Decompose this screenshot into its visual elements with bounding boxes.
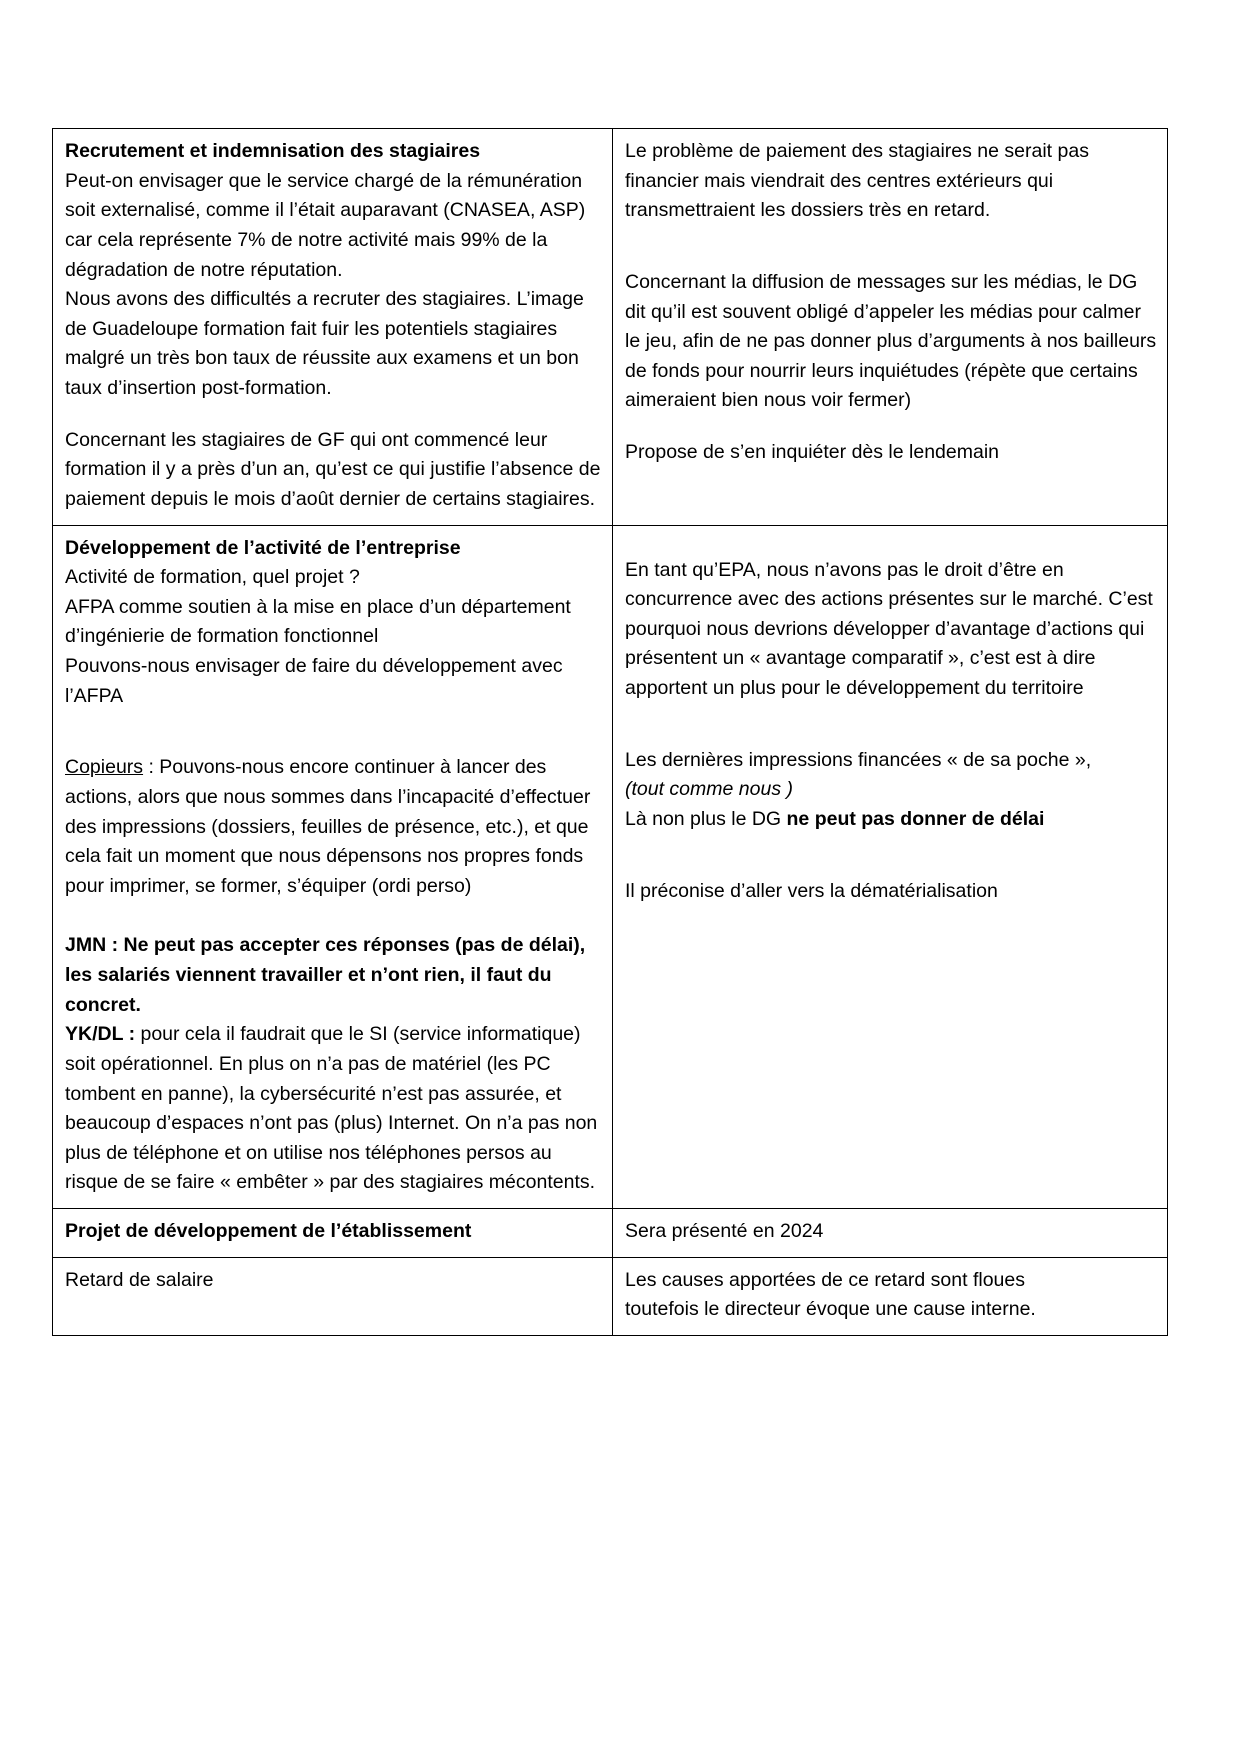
paragraph-jmn: JMN : Ne peut pas accepter ces réponses (pas de délai), les salariés viennent travailler et n’ont rien, il faut du concret.	[65, 934, 586, 1016]
paragraph: Nous avons des difficultés a recruter des stagiaires. L’image de Guadeloupe formation fait fuir les potentiels stagiaires malgré un très bon taux de réussite aux examens et un bon taux d’insertion post-formation.	[65, 288, 584, 399]
paragraph: Il préconise d’aller vers la dématérialisation	[625, 879, 998, 902]
paragraph-spacer	[65, 741, 602, 753]
paragraph-spacer	[625, 704, 1157, 734]
paragraph: toutefois le directeur évoque une cause interne.	[625, 1298, 1036, 1321]
table-row	[53, 1257, 1168, 1335]
paragraph: Concernant la diffusion de messages sur les médias, le DG dit qu’il est souvent obligé d’appeler les médias pour calmer le jeu, afin de ne pas donner plus d’arguments à nos bailleurs de fonds pour nourrir leurs inquiétudes (répète que certains aimeraient bien nous voir fermer)	[625, 270, 1157, 412]
paragraph: Sera présenté en 2024	[625, 1220, 824, 1242]
paragraph: AFPA comme soutien à la mise en place d’un département d’ingénierie de formation fonctionnel	[65, 595, 571, 648]
paragraph: Concernant les stagiaires de GF qui ont commencé leur formation il y a près d’un an, qu’est ce qui justifie l’absence de paiement depuis le mois d’août dernier de certains stagiaires.	[65, 428, 601, 510]
minutes-table	[52, 128, 1168, 1336]
copieurs-text: : Pouvons-nous encore continuer à lancer des actions, alors que nous sommes dans l’incapacité d’effectuer des impressions (dossiers, feuilles de présence, etc.), et que cela fait un moment que nous dépensons nos propres fonds pour imprimer, se former, s’équiper (ordi perso)	[65, 756, 591, 897]
paragraph: Peut-on envisager que le service chargé de la rémunération soit externalisé, comme il l’était auparavant (CNASEA, ASP) car cela représente 7% de notre activité mais 99% de la dégradation de notre réputation.	[65, 169, 586, 281]
delai-bold: ne peut pas donner de délai	[786, 807, 1045, 830]
paragraph-spacer	[625, 416, 1157, 438]
paragraph: Propose de s’en inquiéter dès le lendemain	[625, 441, 999, 463]
paragraph-copieurs	[65, 753, 602, 901]
section-heading-developpement: Développement de l’activité de l’entreprise	[65, 536, 461, 559]
ykdl-label: YK/DL :	[65, 1023, 136, 1046]
row-developpement-answers	[613, 525, 1168, 1209]
row-projet-question	[53, 1209, 613, 1258]
paragraph-spacer	[625, 835, 1157, 865]
paragraph-delai	[625, 805, 1157, 835]
paragraph-spacer	[65, 404, 602, 426]
paragraph: Pouvons-nous envisager de faire du développement avec l’AFPA	[65, 655, 563, 707]
table-row	[53, 525, 1168, 1209]
paragraph: Le problème de paiement des stagiaires ne serait pas financier mais viendrait des centres extérieurs qui transmettraient les dossiers très en retard.	[625, 140, 1089, 222]
table-row	[53, 129, 1168, 526]
paragraph-spacer	[625, 256, 1157, 268]
section-heading-recrutement: Recrutement et indemnisation des stagiaires	[65, 140, 481, 162]
ykdl-text: pour cela il faudrait que le SI (service informatique) soit opérationnel. En plus on n’a pas de matériel (les PC tombent en panne), la cybersécurité n’est pas assurée, et beaucoup d’espaces n’ont pas (plus) Internet. On n’a pas non plus de téléphone et on utilise nos téléphones persos au risque de se faire « embêter » par des stagiaires mécontents.	[65, 1023, 598, 1194]
paragraph-ykdl	[65, 1020, 602, 1198]
delai-prefix: Là non plus le DG	[625, 807, 787, 830]
paragraph-spacer	[625, 734, 1157, 746]
section-heading-projet: Projet de développement de l’établissement	[65, 1220, 472, 1242]
paragraph-spacer	[625, 226, 1157, 256]
row-developpement-questions	[53, 525, 613, 1209]
paragraph-spacer	[625, 865, 1157, 877]
paragraph-italic: (tout comme nous )	[625, 778, 793, 801]
paragraph: En tant qu’EPA, nous n’avons pas le droit d’être en concurrence avec des actions présentes sur le marché. C’est pourquoi nous devrions développer d’avantage d’actions qui présentent un « avantage comparatif », c’est est à dire apportent un plus pour le développement du territoire	[625, 558, 1153, 699]
row-retard-answer	[613, 1257, 1168, 1335]
table-row	[53, 1209, 1168, 1258]
paragraph: Retard de salaire	[65, 1268, 214, 1291]
row-recrutement-answers	[613, 129, 1168, 526]
paragraph: Les causes apportées de ce retard sont floues	[625, 1268, 1025, 1291]
copieurs-label: Copieurs	[65, 756, 144, 779]
paragraph-spacer	[65, 901, 602, 931]
paragraph-spacer	[625, 534, 1157, 556]
row-projet-answer	[613, 1209, 1168, 1258]
paragraph-spacer	[65, 711, 602, 741]
paragraph: Activité de formation, quel projet ?	[65, 566, 360, 589]
paragraph: Les dernières impressions financées « de sa poche »,	[625, 748, 1092, 771]
row-retard-question	[53, 1257, 613, 1335]
row-recrutement-questions	[53, 129, 613, 526]
